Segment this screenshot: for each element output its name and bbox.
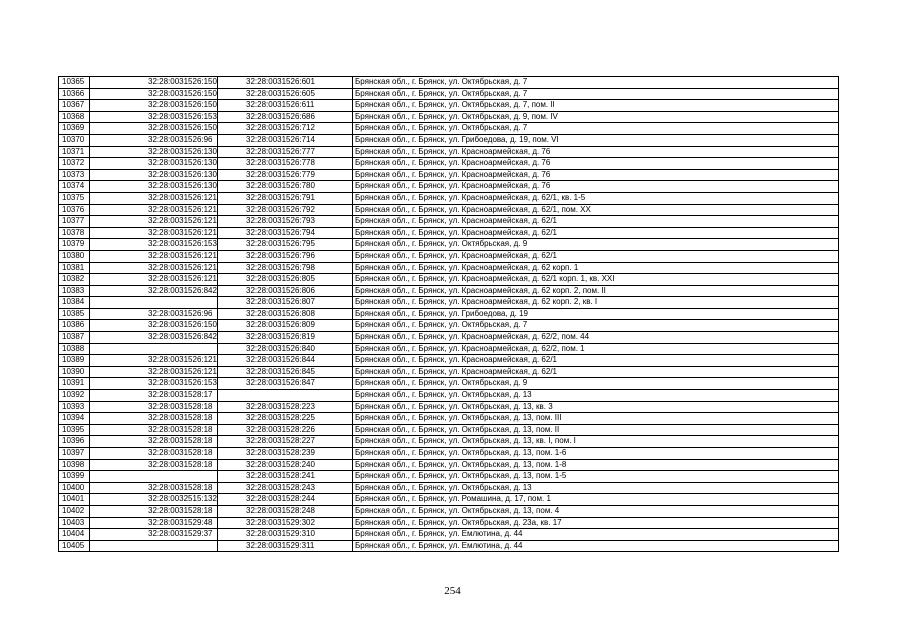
parent-cadastral-number-cell: 32:28:0031528:18 [90,424,218,436]
row-number-cell: 10368 [59,111,90,123]
parent-cadastral-number-cell: 32:28:0031528:18 [90,448,218,460]
cadastral-number-cell: 32:28:0031526:819 [218,332,353,344]
parent-cadastral-number-cell: 32:28:0031526:121 [90,366,218,378]
parent-cadastral-number-cell: 32:28:0031526:121 [90,216,218,228]
row-number-cell: 10383 [59,285,90,297]
cadastral-number-cell: 32:28:0031526:845 [218,366,353,378]
table-row [59,494,839,506]
address-cell: Брянская обл., г. Брянск, ул. Красноармейская, д. 76 [353,146,839,158]
cadastral-number-cell: 32:28:0031526:778 [218,158,353,170]
table-row [59,111,839,123]
table-row [59,366,839,378]
row-number-cell: 10367 [59,100,90,112]
cadastral-number-cell: 32:28:0031528:243 [218,482,353,494]
parent-cadastral-number-cell: 32:28:0031528:18 [90,413,218,425]
parent-cadastral-number-cell: 32:28:0031529:48 [90,517,218,529]
table-row [59,378,839,390]
table-row [59,192,839,204]
table-row [59,320,839,332]
cadastral-number-cell: 32:28:0031526:792 [218,204,353,216]
address-cell: Брянская обл., г. Брянск, ул. Красноармейская, д. 62 корп. 2, кв. I [353,297,839,309]
cadastral-number-cell: 32:28:0031526:686 [218,111,353,123]
row-number-cell: 10381 [59,262,90,274]
row-number-cell: 10365 [59,77,90,89]
parent-cadastral-number-cell: 32:28:0031528:18 [90,482,218,494]
cadastral-number-cell: 32:28:0031529:310 [218,529,353,541]
address-cell: Брянская обл., г. Брянск, ул. Красноармейская, д. 62/1 [353,227,839,239]
table-row [59,517,839,529]
parent-cadastral-number-cell: 32:28:0031526:150 [90,100,218,112]
row-number-cell: 10369 [59,123,90,135]
parent-cadastral-number-cell: 32:28:0031528:18 [90,436,218,448]
table-row [59,471,839,483]
row-number-cell: 10382 [59,274,90,286]
parent-cadastral-number-cell [90,297,218,309]
row-number-cell: 10387 [59,332,90,344]
table-row [59,297,839,309]
parent-cadastral-number-cell: 32:28:0031526:153 [90,378,218,390]
parent-cadastral-number-cell: 32:28:0031526:96 [90,134,218,146]
address-cell: Брянская обл., г. Брянск, ул. Грибоедова, д. 19, пом. VI [353,134,839,146]
parent-cadastral-number-cell: 32:28:0031526:153 [90,239,218,251]
address-cell: Брянская обл., г. Брянск, ул. Октябрьская, д. 13, кв. 3 [353,401,839,413]
table-row [59,239,839,251]
row-number-cell: 10394 [59,413,90,425]
address-cell: Брянская обл., г. Брянск, ул. Красноармейская, д. 76 [353,181,839,193]
address-cell: Брянская обл., г. Брянск, ул. Красноармейская, д. 62/1 [353,250,839,262]
address-cell: Брянская обл., г. Брянск, ул. Октябрьская, д. 23а, кв. 17 [353,517,839,529]
cadastral-number-cell: 32:28:0031526:795 [218,239,353,251]
cadastral-number-cell: 32:28:0031528:241 [218,471,353,483]
cadastral-number-cell: 32:28:0031526:798 [218,262,353,274]
table-row [59,123,839,135]
row-number-cell: 10371 [59,146,90,158]
address-cell: Брянская обл., г. Брянск, ул. Ромашина, д. 17, пом. 1 [353,494,839,506]
table-row [59,250,839,262]
table-row [59,146,839,158]
table-row [59,529,839,541]
address-cell: Брянская обл., г. Брянск, ул. Грибоедова, д. 19 [353,308,839,320]
cadastral-number-cell: 32:28:0031528:240 [218,459,353,471]
parent-cadastral-number-cell: 32:28:0031526:96 [90,308,218,320]
cadastral-number-cell: 32:28:0031526:712 [218,123,353,135]
cadastral-number-cell: 32:28:0031526:791 [218,192,353,204]
table-row [59,355,839,367]
address-cell: Брянская обл., г. Брянск, ул. Красноармейская, д. 62/2, пом. 1 [353,343,839,355]
table-row [59,158,839,170]
row-number-cell: 10390 [59,366,90,378]
cadastral-number-cell: 32:28:0031526:805 [218,274,353,286]
address-cell: Брянская обл., г. Брянск, ул. Емлютина, д. 44 [353,540,839,552]
table-row [59,424,839,436]
cadastral-number-cell: 32:28:0031526:601 [218,77,353,89]
cadastral-number-cell: 32:28:0031526:807 [218,297,353,309]
row-number-cell: 10385 [59,308,90,320]
cadastral-number-cell: 32:28:0031526:806 [218,285,353,297]
table-row [59,482,839,494]
address-cell: Брянская обл., г. Брянск, ул. Октябрьская, д. 13, пом. 1-5 [353,471,839,483]
table-row [59,285,839,297]
address-cell: Брянская обл., г. Брянск, ул. Емлютина, д. 44 [353,529,839,541]
row-number-cell: 10403 [59,517,90,529]
row-number-cell: 10398 [59,459,90,471]
address-cell: Брянская обл., г. Брянск, ул. Красноармейская, д. 62/1 [353,366,839,378]
cadastral-number-cell: 32:28:0031526:794 [218,227,353,239]
cadastral-number-cell: 32:28:0031526:844 [218,355,353,367]
parent-cadastral-number-cell: 32:28:0031526:150 [90,320,218,332]
parent-cadastral-number-cell: 32:28:0031526:121 [90,204,218,216]
cadastral-number-cell: 32:28:0031526:605 [218,88,353,100]
row-number-cell: 10391 [59,378,90,390]
parent-cadastral-number-cell: 32:28:0031526:121 [90,227,218,239]
table-row [59,204,839,216]
table-row [59,332,839,344]
cadastral-number-cell: 32:28:0031526:809 [218,320,353,332]
parent-cadastral-number-cell: 32:28:0031526:153 [90,111,218,123]
table-row [59,181,839,193]
row-number-cell: 10384 [59,297,90,309]
row-number-cell: 10373 [59,169,90,181]
address-cell: Брянская обл., г. Брянск, ул. Октябрьская, д. 7 [353,123,839,135]
parent-cadastral-number-cell: 32:28:0031526:121 [90,274,218,286]
row-number-cell: 10376 [59,204,90,216]
cadastral-number-cell: 32:28:0031526:847 [218,378,353,390]
parent-cadastral-number-cell: 32:28:0031526:130 [90,169,218,181]
address-cell: Брянская обл., г. Брянск, ул. Октябрьская, д. 9 [353,239,839,251]
address-cell: Брянская обл., г. Брянск, ул. Октябрьская, д. 9, пом. IV [353,111,839,123]
address-cell: Брянская обл., г. Брянск, ул. Красноармейская, д. 62/1 [353,355,839,367]
cadastral-number-cell: 32:28:0031528:223 [218,401,353,413]
cadastral-number-cell: 32:28:0031526:793 [218,216,353,228]
address-cell: Брянская обл., г. Брянск, ул. Октябрьская, д. 13, пом. 1-8 [353,459,839,471]
parent-cadastral-number-cell: 32:28:0031526:842 [90,332,218,344]
address-cell: Брянская обл., г. Брянск, ул. Красноармейская, д. 62 корп. 2, пом. II [353,285,839,297]
parent-cadastral-number-cell: 32:28:0031526:150 [90,88,218,100]
address-cell: Брянская обл., г. Брянск, ул. Октябрьская, д. 13 [353,482,839,494]
parent-cadastral-number-cell: 32:28:0031529:37 [90,529,218,541]
row-number-cell: 10399 [59,471,90,483]
row-number-cell: 10405 [59,540,90,552]
cadastral-number-cell: 32:28:0031526:777 [218,146,353,158]
row-number-cell: 10388 [59,343,90,355]
table-row [59,134,839,146]
table-row [59,169,839,181]
cadastral-number-cell: 32:28:0031528:226 [218,424,353,436]
parent-cadastral-number-cell: 32:28:0031526:130 [90,158,218,170]
parent-cadastral-number-cell: 32:28:0031526:150 [90,123,218,135]
parent-cadastral-number-cell: 32:28:0031526:130 [90,146,218,158]
parent-cadastral-number-cell [90,343,218,355]
parent-cadastral-number-cell [90,471,218,483]
table-row [59,274,839,286]
address-cell: Брянская обл., г. Брянск, ул. Октябрьская, д. 13, пом. 4 [353,505,839,517]
cadastral-number-cell: 32:28:0031526:779 [218,169,353,181]
parent-cadastral-number-cell: 32:28:0031528:17 [90,390,218,402]
table-row [59,262,839,274]
table-row [59,227,839,239]
cadastral-number-cell: 32:28:0031526:840 [218,343,353,355]
address-cell: Брянская обл., г. Брянск, ул. Красноармейская, д. 62/1, кв. 1-5 [353,192,839,204]
address-cell: Брянская обл., г. Брянск, ул. Октябрьская, д. 7, пом. II [353,100,839,112]
row-number-cell: 10375 [59,192,90,204]
parent-cadastral-number-cell: 32:28:0031526:121 [90,192,218,204]
address-cell: Брянская обл., г. Брянск, ул. Октябрьская, д. 7 [353,77,839,89]
row-number-cell: 10379 [59,239,90,251]
parent-cadastral-number-cell: 32:28:0031528:18 [90,401,218,413]
cadastral-number-cell: 32:28:0031526:611 [218,100,353,112]
address-cell: Брянская обл., г. Брянск, ул. Красноармейская, д. 62/1 [353,216,839,228]
table-row [59,100,839,112]
cadastral-number-cell: 32:28:0031526:714 [218,134,353,146]
table-row [59,505,839,517]
address-cell: Брянская обл., г. Брянск, ул. Октябрьская, д. 13, пом. III [353,413,839,425]
row-number-cell: 10370 [59,134,90,146]
cadastral-number-cell: 32:28:0031528:225 [218,413,353,425]
cadastral-register-table [58,76,839,552]
cadastral-number-cell [218,390,353,402]
table-row [59,88,839,100]
table-row [59,390,839,402]
row-number-cell: 10372 [59,158,90,170]
cadastral-number-cell: 32:28:0031528:244 [218,494,353,506]
cadastral-number-cell: 32:28:0031528:248 [218,505,353,517]
parent-cadastral-number-cell: 32:28:0031526:121 [90,262,218,274]
table-row [59,308,839,320]
cadastral-number-cell: 32:28:0031528:227 [218,436,353,448]
page-number: 254 [444,585,461,597]
table-row [59,436,839,448]
parent-cadastral-number-cell: 32:28:0031528:18 [90,505,218,517]
address-cell: Брянская обл., г. Брянск, ул. Октябрьская, д. 13 [353,390,839,402]
table-row [59,540,839,552]
parent-cadastral-number-cell: 32:28:0031526:842 [90,285,218,297]
row-number-cell: 10392 [59,390,90,402]
address-cell: Брянская обл., г. Брянск, ул. Красноармейская, д. 76 [353,169,839,181]
cadastral-number-cell: 32:28:0031529:311 [218,540,353,552]
parent-cadastral-number-cell: 32:28:0031526:130 [90,181,218,193]
table-row [59,448,839,460]
address-cell: Брянская обл., г. Брянск, ул. Октябрьская, д. 13, пом. 1-6 [353,448,839,460]
row-number-cell: 10374 [59,181,90,193]
row-number-cell: 10378 [59,227,90,239]
address-cell: Брянская обл., г. Брянск, ул. Октябрьская, д. 7 [353,320,839,332]
row-number-cell: 10401 [59,494,90,506]
parent-cadastral-number-cell: 32:28:0031526:121 [90,250,218,262]
table-body [59,77,839,552]
address-cell: Брянская обл., г. Брянск, ул. Красноармейская, д. 62/2, пом. 44 [353,332,839,344]
row-number-cell: 10389 [59,355,90,367]
row-number-cell: 10404 [59,529,90,541]
parent-cadastral-number-cell: 32:28:0031528:18 [90,459,218,471]
table-row [59,343,839,355]
cadastral-number-cell: 32:28:0031526:780 [218,181,353,193]
row-number-cell: 10400 [59,482,90,494]
address-cell: Брянская обл., г. Брянск, ул. Октябрьская, д. 13, кв. I, пом. I [353,436,839,448]
address-cell: Брянская обл., г. Брянск, ул. Красноармейская, д. 62/1, пом. XX [353,204,839,216]
address-cell: Брянская обл., г. Брянск, ул. Октябрьская, д. 9 [353,378,839,390]
table-row [59,459,839,471]
row-number-cell: 10366 [59,88,90,100]
row-number-cell: 10380 [59,250,90,262]
parent-cadastral-number-cell [90,540,218,552]
table-row [59,77,839,89]
cadastral-number-cell: 32:28:0031529:302 [218,517,353,529]
address-cell: Брянская обл., г. Брянск, ул. Красноармейская, д. 76 [353,158,839,170]
table-row [59,216,839,228]
row-number-cell: 10402 [59,505,90,517]
row-number-cell: 10377 [59,216,90,228]
row-number-cell: 10386 [59,320,90,332]
address-cell: Брянская обл., г. Брянск, ул. Октябрьская, д. 7 [353,88,839,100]
row-number-cell: 10395 [59,424,90,436]
cadastral-number-cell: 32:28:0031526:808 [218,308,353,320]
parent-cadastral-number-cell: 32:28:0032515:132 [90,494,218,506]
row-number-cell: 10396 [59,436,90,448]
row-number-cell: 10397 [59,448,90,460]
table-row [59,413,839,425]
address-cell: Брянская обл., г. Брянск, ул. Октябрьская, д. 13, пом. II [353,424,839,436]
address-cell: Брянская обл., г. Брянск, ул. Красноармейская, д. 62/1 корп. 1, кв. XXI [353,274,839,286]
row-number-cell: 10393 [59,401,90,413]
table-row [59,401,839,413]
address-cell: Брянская обл., г. Брянск, ул. Красноармейская, д. 62 корп. 1 [353,262,839,274]
cadastral-number-cell: 32:28:0031528:239 [218,448,353,460]
parent-cadastral-number-cell: 32:28:0031526:150 [90,77,218,89]
cadastral-number-cell: 32:28:0031526:796 [218,250,353,262]
parent-cadastral-number-cell: 32:28:0031526:121 [90,355,218,367]
